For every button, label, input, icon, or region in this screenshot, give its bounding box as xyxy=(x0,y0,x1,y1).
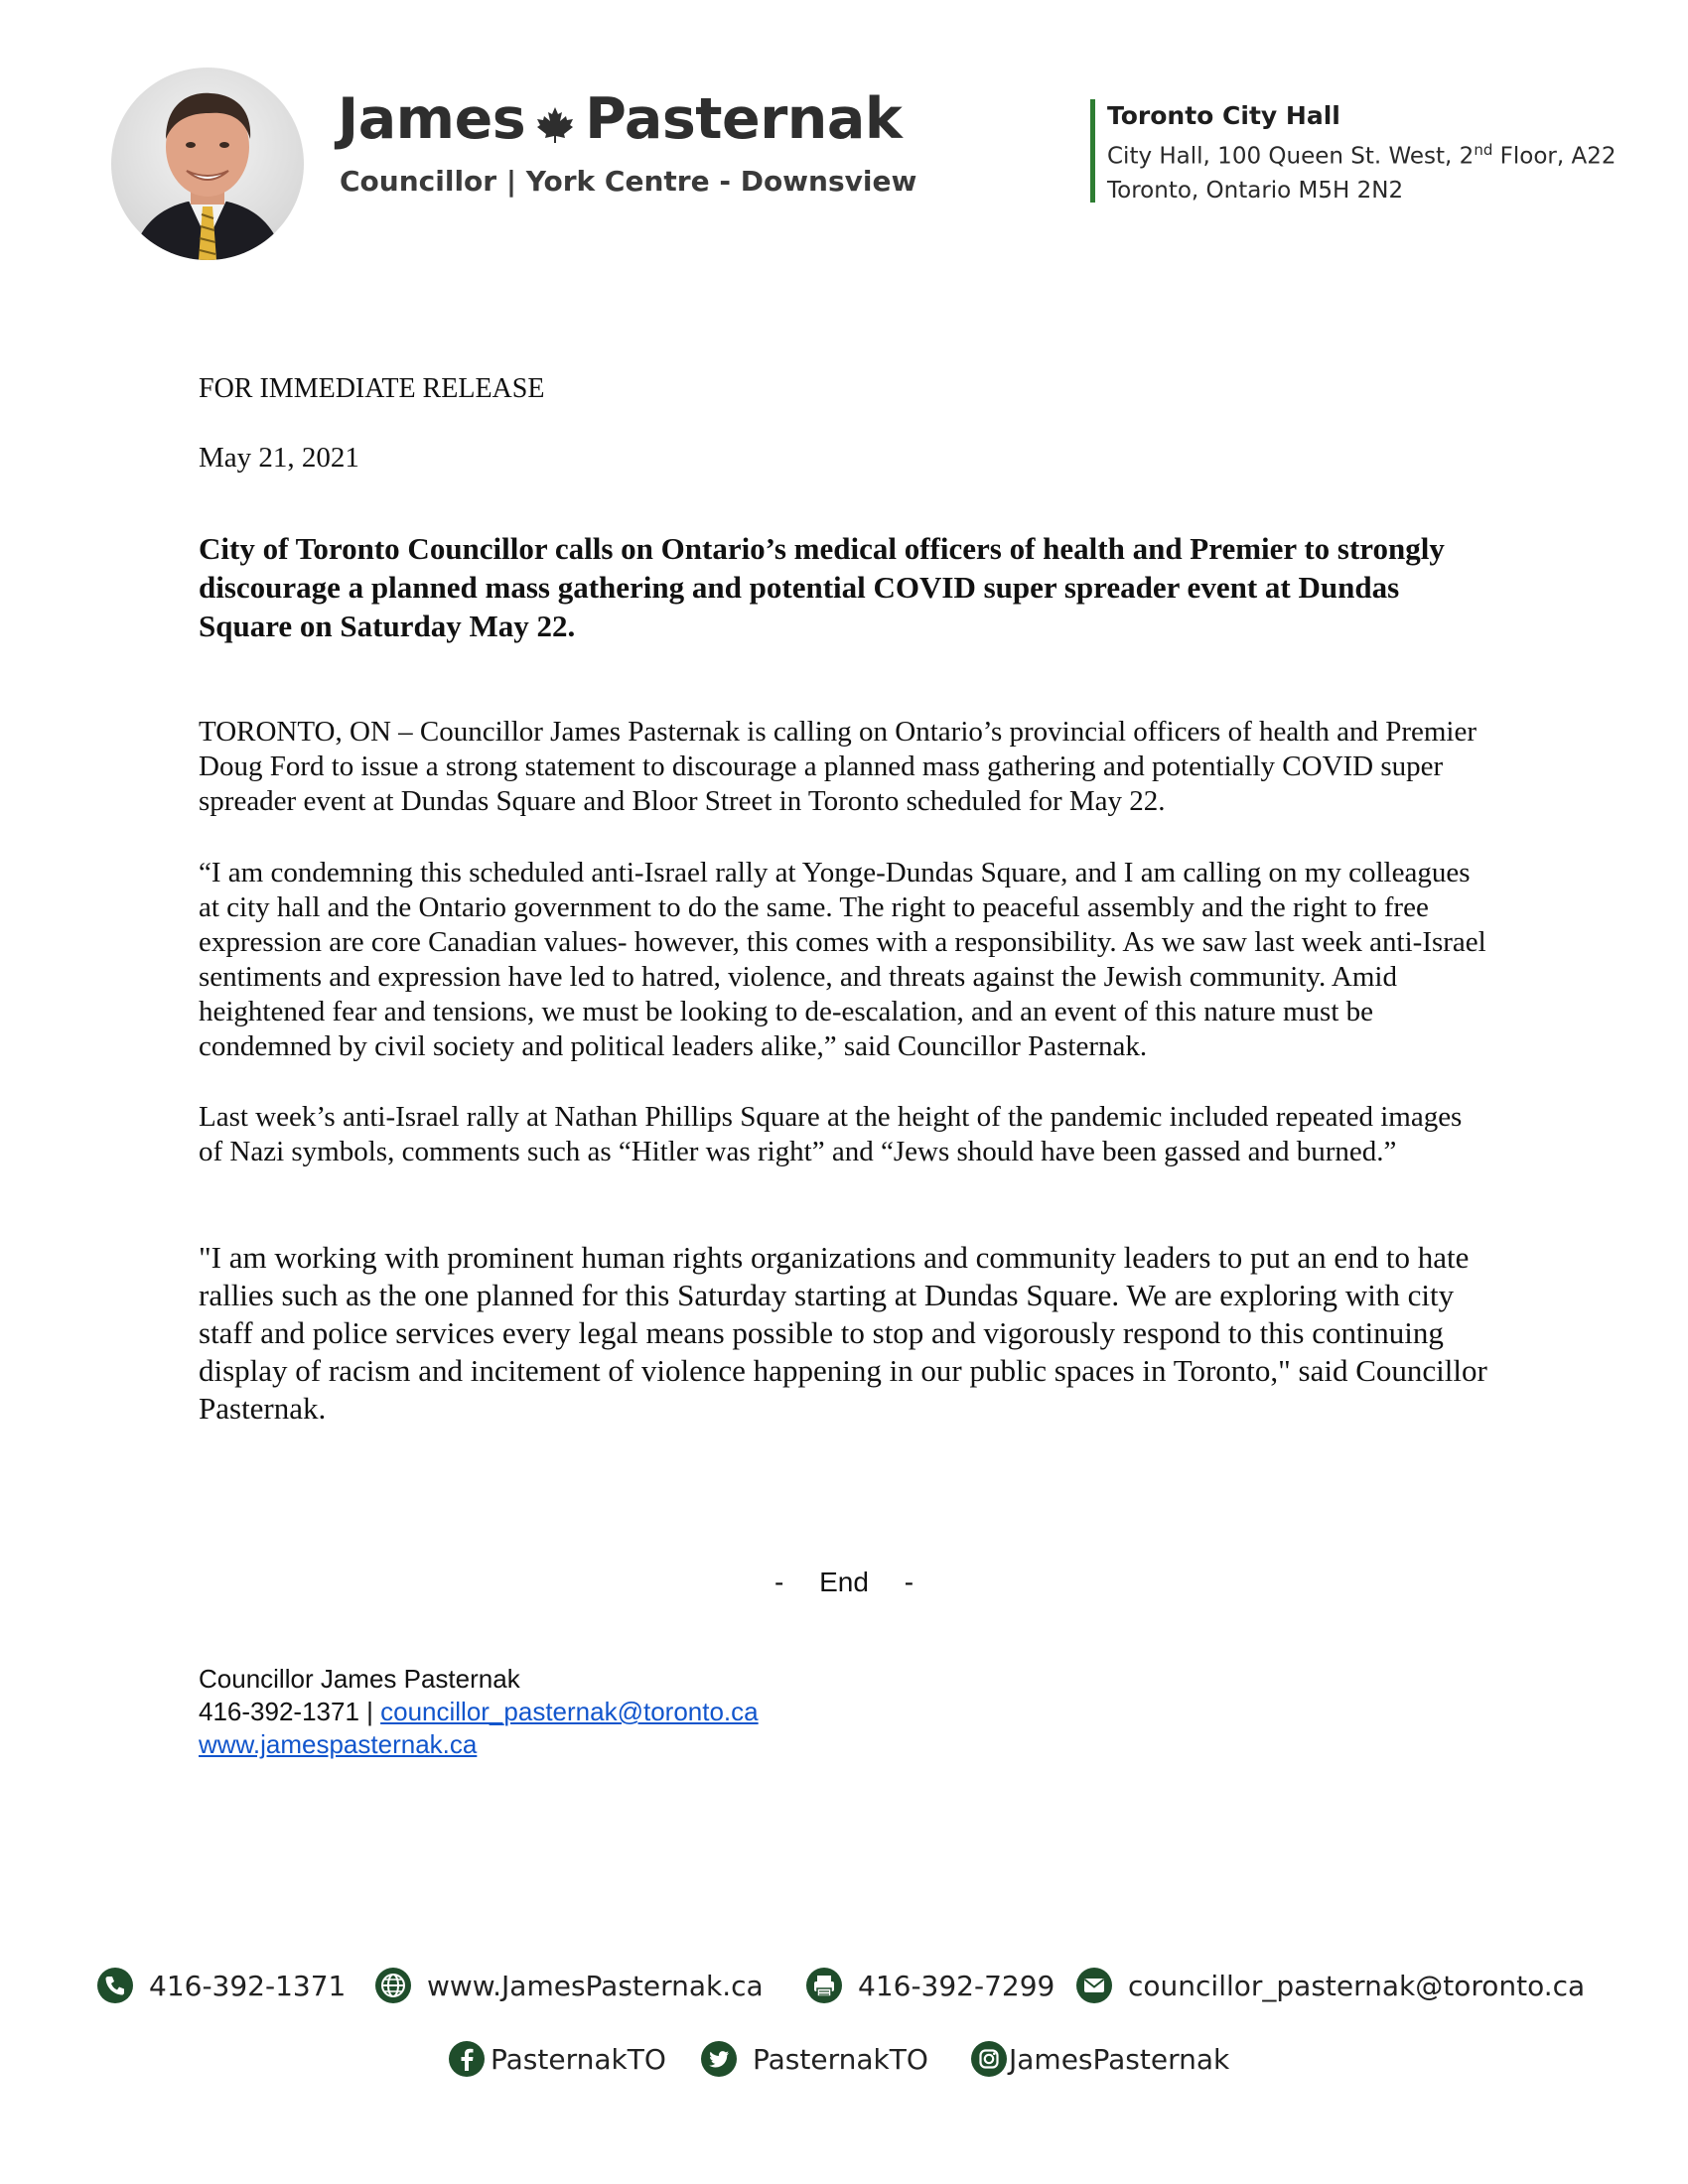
maple-leaf-icon xyxy=(535,98,575,138)
end-marker xyxy=(0,1567,1688,1598)
footer-website xyxy=(375,1968,764,2003)
footer-website-text[interactable]: www.JamesPasternak.ca xyxy=(427,1969,764,2002)
contact-website-link[interactable]: www.jamespasternak.ca xyxy=(199,1729,478,1759)
end-dash-right: - xyxy=(904,1567,914,1597)
footer-email xyxy=(1076,1968,1585,2003)
address-line-2: Toronto, Ontario M5H 2N2 xyxy=(1107,177,1404,204)
contact-phone: 416-392-1371 xyxy=(199,1697,359,1726)
fax-icon xyxy=(806,1968,842,2003)
footer-instagram xyxy=(971,2041,1229,2077)
footer-social-row xyxy=(0,2041,1688,2085)
footer-email-text[interactable]: councillor_pasternak@toronto.ca xyxy=(1128,1969,1586,2002)
end-label: End xyxy=(819,1567,869,1597)
paragraph-1: TORONTO, ON – Councillor James Pasternak is calling on Ontario’s provincial officers of health and Premier Doug Ford to issue a strong statement to discourage a planned mass gathering and potentially COVID super spreader event at Dundas Square and Bloor Street in Toronto scheduled for May 22. xyxy=(199,716,1477,817)
last-name: Pasternak xyxy=(585,86,903,152)
paragraph-3: Last week’s anti-Israel rally at Nathan Phillips Square at the height of the pandemic included repeated images of Nazi symbols, comments such as “Hitler was right” and “Jews should have been gassed and burned.” xyxy=(199,1101,1463,1167)
footer-instagram-text[interactable]: JamesPasternak xyxy=(1009,2042,1230,2076)
footer-contact-row xyxy=(0,1968,1688,2011)
contact-block xyxy=(199,1663,759,1761)
instagram-icon xyxy=(971,2041,1007,2077)
release-label: FOR IMMEDIATE RELEASE xyxy=(199,373,545,404)
footer-phone xyxy=(97,1968,346,2003)
footer-phone-text[interactable]: 416-392-1371 xyxy=(149,1969,347,2002)
address-line-1: City Hall, 100 Queen St. West, 2nd Floor, A22 xyxy=(1107,141,1617,170)
footer-twitter-text[interactable]: PasternakTO xyxy=(753,2042,928,2076)
contact-email-link[interactable]: councillor_pasternak@toronto.ca xyxy=(380,1697,759,1726)
end-dash-left: - xyxy=(774,1567,784,1597)
footer-fax-text[interactable]: 416-392-7299 xyxy=(858,1969,1055,2002)
globe-icon xyxy=(375,1968,411,2003)
phone-icon xyxy=(97,1968,133,2003)
twitter-icon xyxy=(701,2041,737,2077)
address-block xyxy=(1107,99,1617,207)
contact-name: Councillor James Pasternak xyxy=(199,1664,520,1694)
contact-phone-email: 416-392-1371 | councillor_pasternak@toronto.ca xyxy=(199,1697,759,1726)
headline: City of Toronto Councillor calls on Ontario’s medical officers of health and Premier to strongly discourage a planned mass gathering and potential COVID super spreader event at Dundas Square on Saturday May 22. xyxy=(199,531,1445,643)
release-date: May 21, 2021 xyxy=(199,442,359,474)
paragraph-2: “I am condemning this scheduled anti-Israel rally at Yonge-Dundas Square, and I am calling on my colleagues at city hall and the Ontario government to do the same. The right to peaceful assembly and the right to free expression are core Canadian values- however, this comes with a responsibility. As we saw last week anti-Israel sentiments and expression have led to hatred, violence, and threats against the Jewish community. Amid heightened fear and tensions, we must be looking to de-escalation, and an event of this nature must be condemned by civil society and political leaders alike,” said Councillor Pasternak. xyxy=(199,857,1486,1062)
councillor-portrait xyxy=(111,68,304,260)
councillor-name xyxy=(338,86,903,152)
footer-facebook-text[interactable]: PasternakTO xyxy=(491,2042,666,2076)
footer-facebook xyxy=(449,2041,666,2077)
envelope-icon xyxy=(1076,1968,1112,2003)
address-title: Toronto City Hall xyxy=(1107,101,1340,130)
councillor-ward: Councillor | York Centre - Downsview xyxy=(340,165,917,198)
footer-twitter xyxy=(701,2041,928,2077)
facebook-icon xyxy=(449,2041,485,2077)
address-accent-bar xyxy=(1090,99,1095,203)
first-name: James xyxy=(338,86,526,152)
paragraph-4: "I am working with prominent human rights organizations and community leaders to put an end to hate rallies such as the one planned for this Saturday starting at Dundas Square. We are exploring with city staff and police services every legal means possible to stop and vigorously respond to this continuing display of racism and incitement of violence happening in our public spaces in Toronto," said Councillor Pasternak. xyxy=(199,1240,1487,1426)
footer-fax xyxy=(806,1968,1055,2003)
